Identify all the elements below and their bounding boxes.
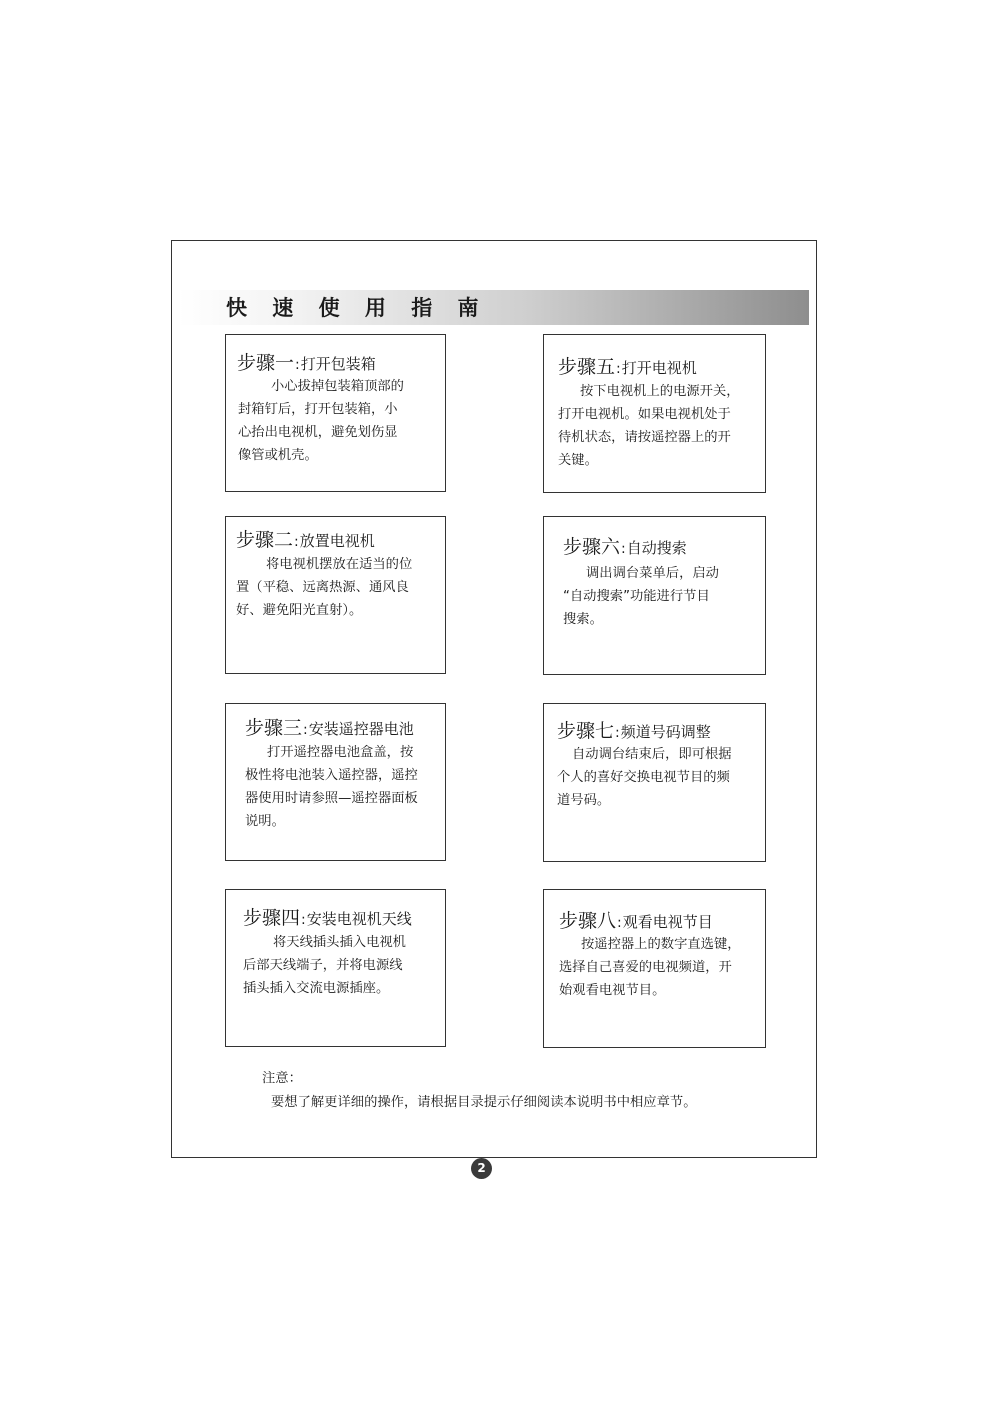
step-label: 步骤一 [237,352,295,374]
step-heading-7 [557,719,711,745]
step-label: 步骤四 [243,907,301,929]
step-name: 观看电视节目 [622,913,713,931]
step-separator: : [295,357,300,373]
step-separator: : [617,915,622,931]
step-heading-6 [563,535,687,561]
step-separator: : [621,541,626,557]
step-heading-2 [236,528,375,554]
step-heading-3 [245,716,414,742]
step-line: 小心拔掉包装箱顶部的 [271,379,404,394]
step-line: 始观看电视节目。 [559,983,666,998]
note-label: 注意： [262,1071,302,1086]
step-label: 步骤六 [563,536,621,558]
step-label: 步骤五 [558,356,616,378]
step-body-6 [563,562,719,631]
step-line: 选择自己喜爱的电视频道，开 [559,960,732,975]
step-line: “自动搜索”功能进行节目 [563,589,710,604]
step-line: 心抬出电视机，避免划伤显 [238,425,398,440]
step-name: 安装遥控器电池 [308,720,414,738]
page-number-badge: 2 [471,1158,492,1179]
step-line: 将电视机摆放在适当的位 [266,557,413,572]
step-label: 步骤三 [245,717,303,739]
step-line: 按下电视机上的电源开关， [580,384,740,399]
step-line: 插头插入交流电源插座。 [243,981,390,996]
step-line: 打开电视机。如果电视机处于 [558,407,731,422]
step-heading-4 [243,906,412,932]
step-line: 个人的喜好交换电视节目的频 [557,770,730,785]
step-body-2 [236,553,412,622]
title-bar [178,290,809,325]
step-line: 置（平稳、远离热源、通风良 [236,580,409,595]
step-label: 步骤二 [236,529,294,551]
note-text: 要想了解更详细的操作，请根据目录提示仔细阅读本说明书中相应章节。 [271,1095,697,1110]
step-separator: : [616,361,621,377]
step-line: 按遥控器上的数字直选键， [581,937,741,952]
step-line: 搜索。 [563,612,603,627]
step-label: 步骤八 [559,910,617,932]
step-line: 像管或机壳。 [238,448,318,463]
step-body-5 [558,380,740,472]
step-heading-1 [237,351,376,377]
step-name: 放置电视机 [299,532,375,550]
step-heading-5 [558,355,697,381]
step-line: 好、避免阳光直射）。 [236,603,363,618]
step-separator: : [294,534,299,550]
step-line: 说明。 [245,814,285,829]
step-body-7 [557,743,732,812]
step-label: 步骤七 [557,720,615,742]
step-name: 安装电视机天线 [306,910,412,928]
step-line: 将天线插头插入电视机 [273,935,406,950]
step-line: 打开遥控器电池盒盖，按 [267,745,414,760]
page-title: 快 速 使 用 指 南 [226,296,488,320]
step-name: 自动搜索 [626,539,687,557]
step-body-3 [245,741,418,833]
step-line: 关键。 [558,453,598,468]
step-line: 极性将电池装入遥控器，遥控 [245,768,418,783]
step-separator: : [301,912,306,928]
step-separator: : [303,722,308,738]
step-separator: : [615,725,620,741]
step-body-1 [238,375,404,467]
step-name: 频道号码调整 [620,723,711,741]
step-line: 封箱钉后，打开包装箱，小 [238,402,398,417]
step-name: 打开包装箱 [300,355,376,373]
step-name: 打开电视机 [621,359,697,377]
step-line: 后部天线端子，并将电源线 [243,958,403,973]
step-line: 待机状态，请按遥控器上的开 [558,430,731,445]
step-body-4 [243,931,406,1000]
step-heading-8 [559,909,713,935]
step-line: 道号码。 [557,793,611,808]
step-body-8 [559,933,741,1002]
step-line: 器使用时请参照—遥控器面板 [245,791,418,806]
step-line: 自动调台结束后，即可根据 [572,747,732,762]
step-line: 调出调台菜单后，启动 [586,566,719,581]
